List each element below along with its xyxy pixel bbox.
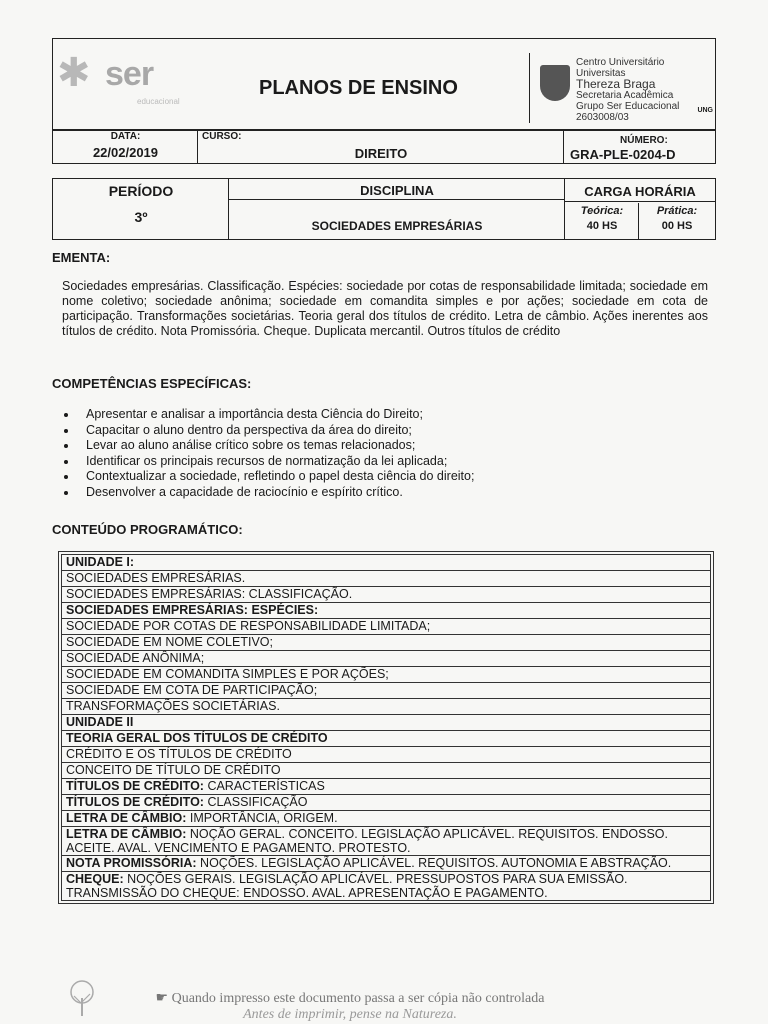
row-text: SOCIEDADE EM NOME COLETIVO; [66, 635, 273, 649]
table-cell [62, 795, 711, 811]
stamp-line: Grupo Ser Educacional [576, 101, 680, 112]
teorica-cell [565, 203, 639, 239]
table-row [62, 651, 711, 667]
logo-text: ser [105, 55, 154, 93]
row-text: NOÇÕES GERAIS. LEGISLAÇÃO APLICÁVEL. PRESSUPOSTOS PARA SUA EMISSÃO. TRANSMISSÃO DO CHEQUE: ENDOSSO. AVAL. APRESENTAÇÃO E PAGAMENTO. [66, 872, 628, 900]
carga-cell [565, 179, 715, 239]
page-title: PLANOS DE ENSINO [259, 77, 458, 99]
row-text: CRÉDITO E OS TÍTULOS DE CRÉDITO [66, 747, 292, 761]
table-row [62, 872, 711, 901]
tree-icon [62, 978, 102, 1018]
footer-text: Quando impresso este documento passa a ser cópia não controlada [171, 991, 545, 1006]
conteudo-table-wrap [58, 551, 714, 904]
ser-logo [57, 51, 197, 111]
table-cell [62, 651, 711, 667]
disciplina-box [52, 178, 716, 240]
periodo-cell [53, 179, 229, 239]
competencias-title: COMPETÊNCIAS ESPECÍFICAS: [52, 376, 252, 391]
list-item: • Levar ao aluno análise crítico sobre os temas relacionados; [78, 438, 692, 454]
table-row [62, 795, 711, 811]
row-heading: NOTA PROMISSÓRIA: [66, 856, 197, 870]
list-item: • Identificar os principais recursos de normatização da lei aplicada; [78, 454, 692, 470]
footer-line-2: Antes de imprimir, pense na Natureza. [243, 1007, 457, 1022]
row-heading: UNIDADE I: [66, 555, 135, 569]
row-text: IMPORTÂNCIA, ORIGEM. [186, 811, 338, 825]
row-text: TRANSFORMAÇÕES SOCIETÁRIAS. [66, 699, 280, 713]
teorica-label: Teórica: [580, 205, 624, 217]
conteudo-title: CONTEÚDO PROGRAMÁTICO: [52, 522, 243, 537]
table-row [62, 587, 711, 603]
table-row [62, 683, 711, 699]
table-row [62, 667, 711, 683]
table-row [62, 571, 711, 587]
stamp-line: Thereza Braga [576, 77, 656, 91]
date-label: DATA: [110, 131, 141, 142]
table-cell [62, 571, 711, 587]
list-item: • Desenvolver a capacidade de raciocínio e espírito crítico. [78, 485, 692, 501]
table-cell [62, 603, 711, 619]
carga-label: CARGA HORÁRIA [565, 184, 715, 202]
table-cell [62, 827, 711, 856]
table-row [62, 635, 711, 651]
ementa-text: Sociedades empresárias. Classificação. Espécies: sociedade por cotas de responsabilidade limitada; sociedade em nome coletivo; sociedade anônima; sociedade em comandita simples e por ações; sociedade em cota de participação. Transformações societárias. Teoria geral dos títulos de crédito. Letra de câmbio. Ações inerentes aos títulos de crédito. Nota Promissória. Cheque. Duplicata mercantil. Outros títulos de crédito [62, 279, 708, 338]
footer-line-1 [110, 990, 590, 1007]
list-item: • Apresentar e analisar a importância desta Ciência do Direito; [78, 407, 692, 423]
table-cell [62, 872, 711, 901]
row-heading: SOCIEDADES EMPRESÁRIAS: ESPÉCIES: [66, 603, 319, 617]
competencias-list [52, 407, 692, 500]
row-text: SOCIEDADE ANÔNIMA; [66, 651, 205, 665]
table-cell [62, 715, 711, 731]
pratica-value: 00 HS [661, 220, 693, 232]
table-cell [62, 667, 711, 683]
table-row [62, 763, 711, 779]
table-row [62, 779, 711, 795]
conteudo-table [61, 554, 711, 901]
table-row [62, 827, 711, 856]
row-heading: TÍTULOS DE CRÉDITO: [66, 795, 204, 809]
disciplina-value: SOCIEDADES EMPRESÁRIAS [311, 219, 483, 233]
table-cell [62, 763, 711, 779]
table-cell [62, 811, 711, 827]
table-cell [62, 683, 711, 699]
table-row [62, 731, 711, 747]
date-value: 22/02/2019 [92, 145, 159, 160]
table-cell [62, 731, 711, 747]
row-text: SOCIEDADES EMPRESÁRIAS: CLASSIFICAÇÃO. [66, 587, 353, 601]
row-heading: LETRA DE CÂMBIO: [66, 811, 187, 825]
periodo-label: PERÍODO [108, 183, 174, 199]
row-text: SOCIEDADE POR COTAS DE RESPONSABILIDADE LIMITADA; [66, 619, 431, 633]
stamp-brand: UNG [697, 107, 713, 114]
disciplina-cell [229, 179, 565, 239]
ementa-title: EMENTA: [52, 250, 111, 265]
star-person-icon: ✱ [57, 51, 91, 95]
curso-label: CURSO: [202, 131, 242, 142]
table-cell [62, 747, 711, 763]
table-cell [62, 699, 711, 715]
row-heading: TÍTULOS DE CRÉDITO: [66, 779, 204, 793]
row-text: SOCIEDADES EMPRESÁRIAS. [66, 571, 246, 585]
row-text: NOÇÕES. LEGISLAÇÃO APLICÁVEL. REQUISITOS. AUTONOMIA E ABSTRAÇÃO. [196, 856, 672, 870]
stamp-line: Secretaria Acadêmica [576, 90, 674, 101]
list-item: • Contextualizar a sociedade, refletindo o papel desta ciência do direito; [78, 469, 692, 485]
logo-subtitle: educacional [137, 97, 180, 106]
table-row [62, 715, 711, 731]
table-row [62, 811, 711, 827]
table-row [62, 555, 711, 571]
row-text: CONCEITO DE TÍTULO DE CRÉDITO [66, 763, 281, 777]
row-heading: CHEQUE: [66, 872, 124, 886]
pratica-cell [639, 203, 715, 239]
periodo-value: 3º [134, 209, 148, 225]
pratica-label: Prática: [656, 205, 698, 217]
table-row [62, 699, 711, 715]
curso-value: DIREITO [354, 146, 408, 161]
info-icon: ☛ [155, 991, 172, 1006]
table-row [62, 603, 711, 619]
list-item: • Capacitar o aluno dentro da perspectiva da área do direito; [78, 423, 692, 439]
row-heading: LETRA DE CÂMBIO: [66, 827, 187, 841]
header-box [52, 38, 716, 130]
curso-cell [198, 131, 564, 163]
stamp-text [576, 57, 716, 123]
row-text: SOCIEDADE EM COTA DE PARTICIPAÇÃO; [66, 683, 318, 697]
numero-value: GRA-PLE-0204-D [570, 147, 676, 162]
stamp-line: Centro Universitário Universitas [576, 57, 665, 79]
table-cell [62, 856, 711, 872]
row-heading: TEORIA GERAL DOS TÍTULOS DE CRÉDITO [66, 731, 328, 745]
table-cell [62, 555, 711, 571]
row-text: CLASSIFICAÇÃO [203, 795, 308, 809]
shield-icon [540, 65, 570, 101]
table-cell [62, 635, 711, 651]
row-text: SOCIEDADE EM COMANDITA SIMPLES E POR AÇÕES; [66, 667, 389, 681]
disciplina-label: DISCIPLINA [229, 183, 565, 200]
table-row [62, 856, 711, 872]
row-text: CARACTERÍSTICAS [203, 779, 325, 793]
table-cell [62, 619, 711, 635]
table-row [62, 619, 711, 635]
stamp-line: 2603008/03 [576, 112, 629, 123]
teorica-value: 40 HS [586, 220, 618, 232]
row-text: NOÇÃO GERAL. CONCEITO. LEGISLAÇÃO APLICÁVEL. REQUISITOS. ENDOSSO. ACEITE. AVAL. VENCIMENTO E PAGAMENTO. PROTESTO. [66, 827, 668, 855]
table-cell [62, 587, 711, 603]
numero-label: NÚMERO: [620, 135, 668, 146]
info-row [52, 130, 716, 164]
numero-cell [564, 131, 715, 163]
date-cell [53, 131, 198, 163]
row-heading: UNIDADE II [66, 715, 134, 729]
institution-stamp [529, 53, 715, 123]
table-cell [62, 779, 711, 795]
table-row [62, 747, 711, 763]
